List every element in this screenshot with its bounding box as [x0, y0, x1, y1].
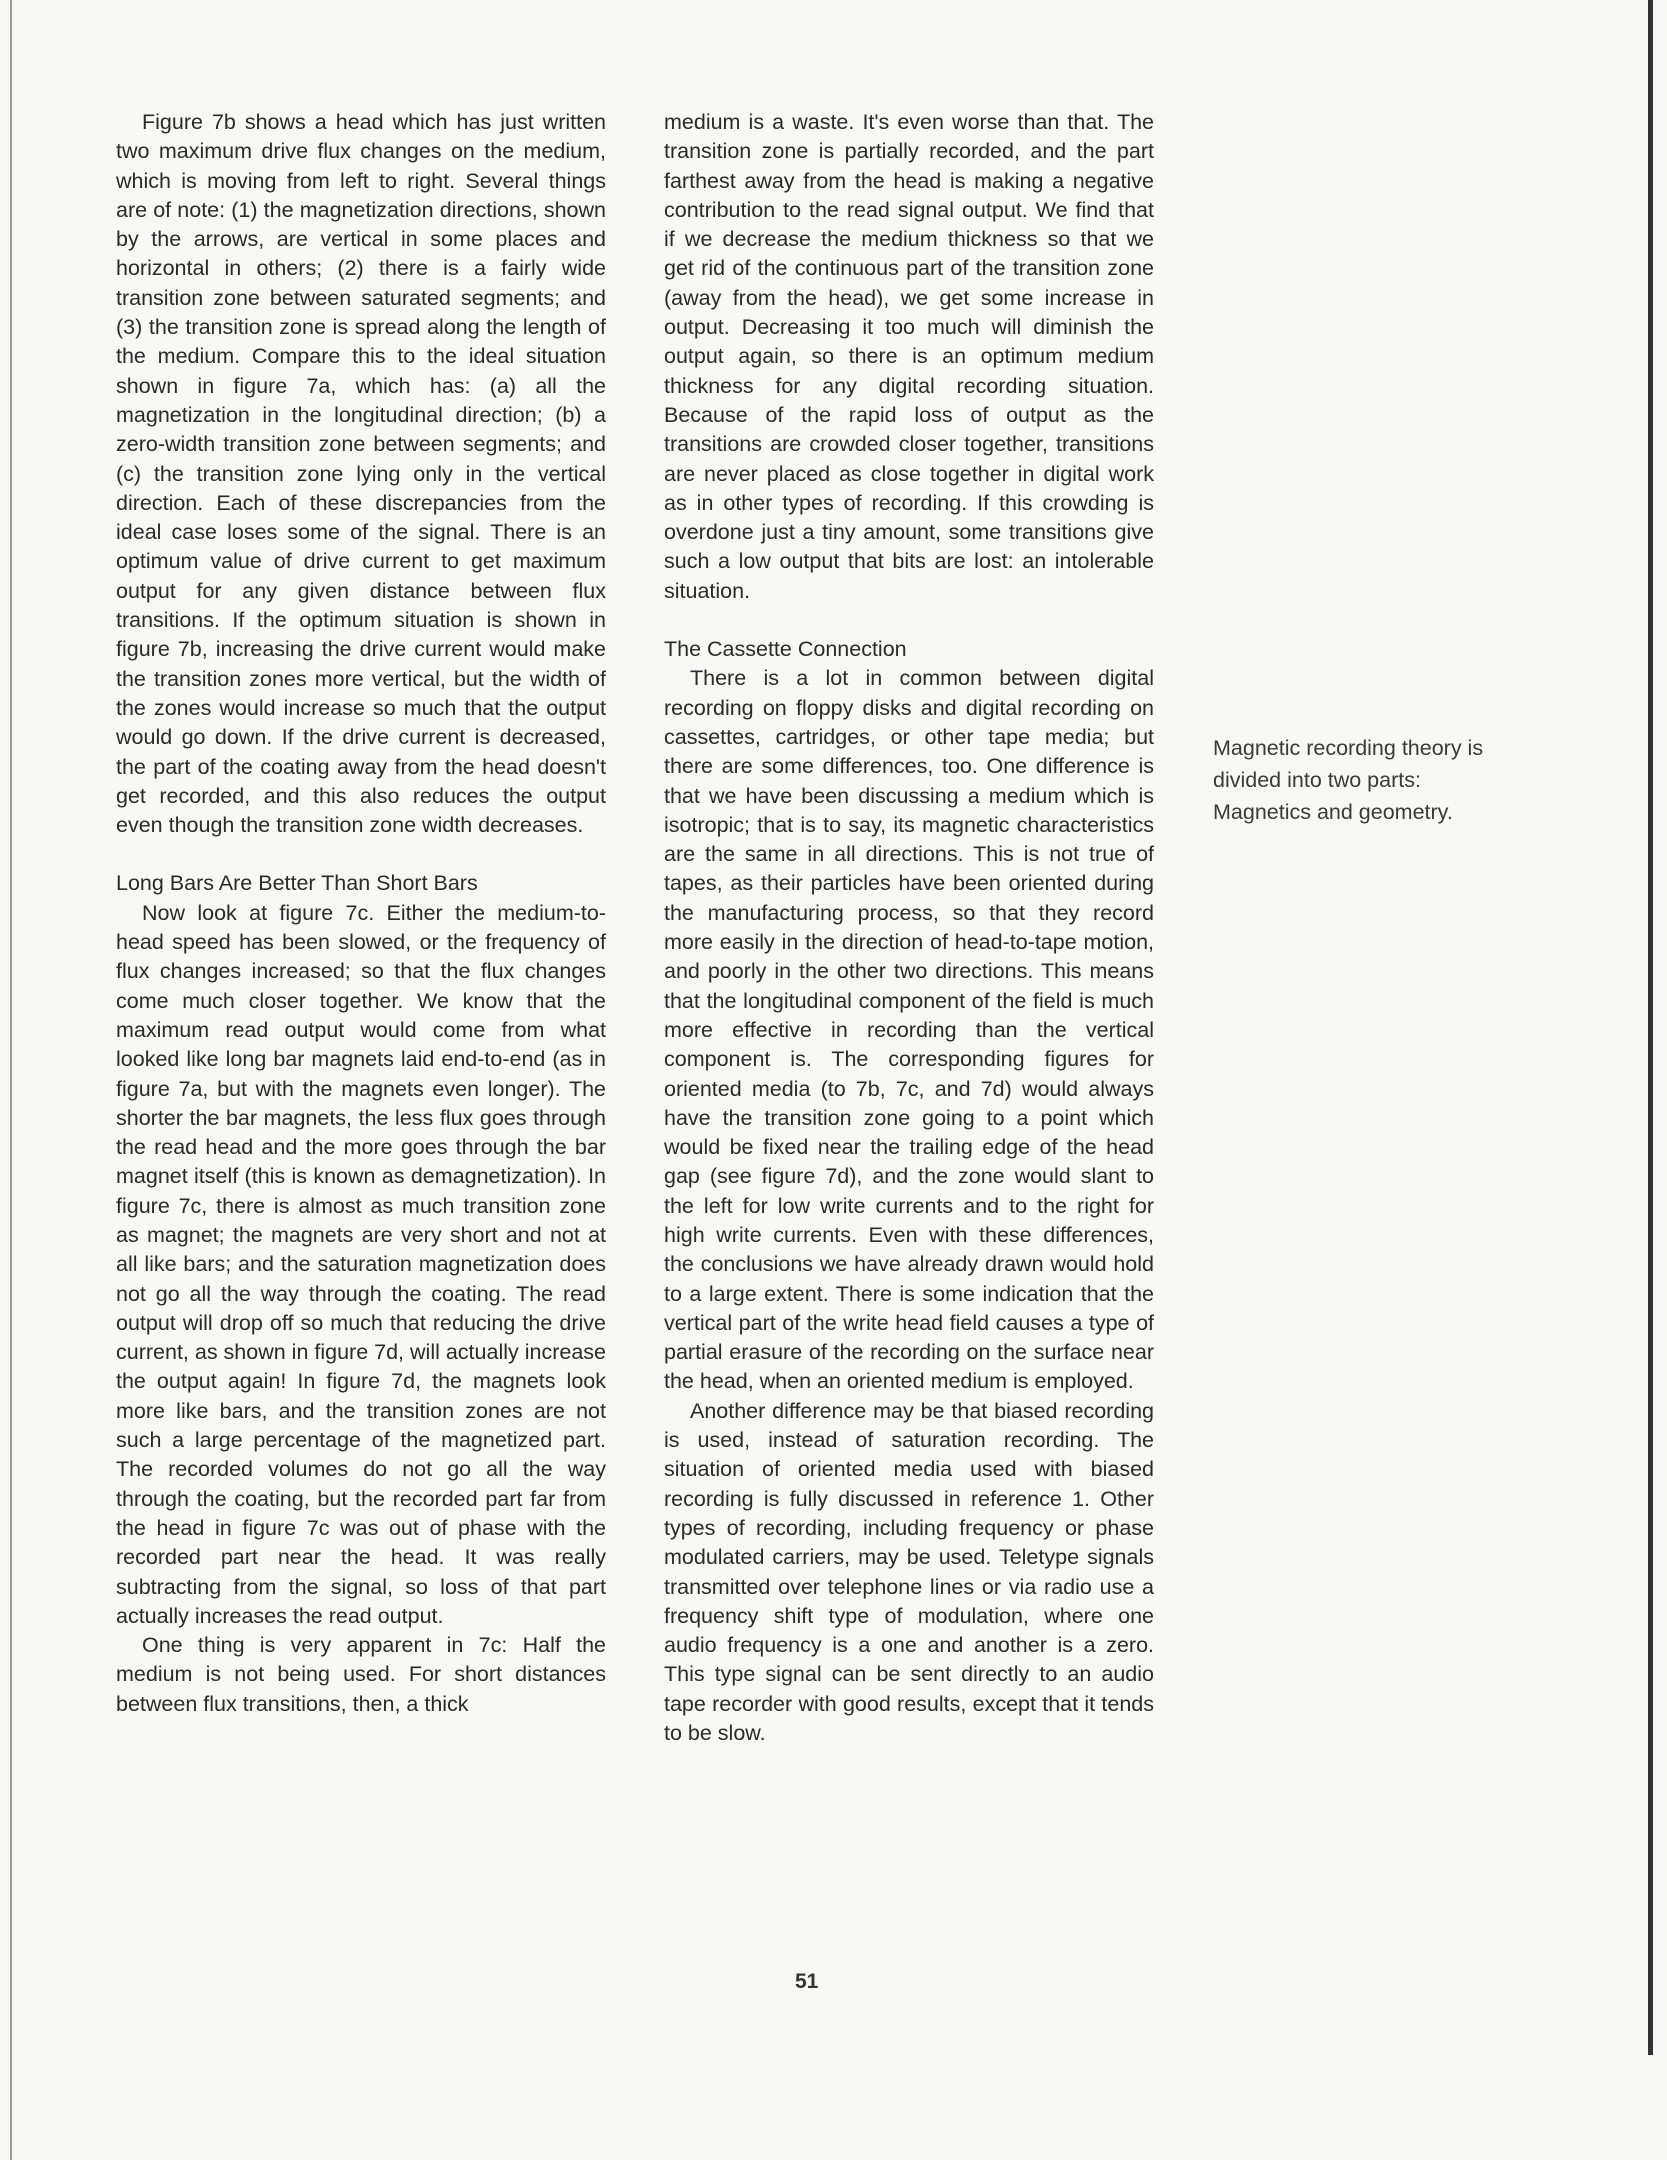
- pull-quote: Magnetic recording theory is divided into two parts: Magnetics and geometry.: [1213, 736, 1484, 824]
- middle-column: [664, 108, 1154, 1748]
- paragraph: One thing is very apparent in 7c: Half the medium is not being used. For short distances between flux transitions, then, a thick: [116, 1633, 606, 1716]
- scan-edge-right: [1648, 0, 1653, 2055]
- paragraph: medium is a waste. It's even worse than that. The transition zone is partially recorded, and the part farthest away from the head is making a negative contribution to the read signal output. We find that if we decrease the medium thickness so that we get rid of the continuous part of the transition zone (away from the head), we get some increase in output. Decreasing it too much will diminish the output again, so there is an optimum medium thickness for any digital recording situation. Because of the rapid loss of output as the transitions are crowded closer together, transitions are never placed as close together in digital work as in other types of recording. If this crowding is overdone just a tiny amount, some transitions give such a low output that bits are lost: an intolerable situation.: [664, 110, 1154, 603]
- scan-edge-left: [10, 0, 12, 2160]
- section-heading: Long Bars Are Better Than Short Bars: [116, 871, 478, 896]
- paragraph: Another difference may be that biased recording is used, instead of saturation recording. The situation of oriented media used with biased recording is fully discussed in reference 1. Other types of recording, including frequency or phase modulated carriers, may be used. Teletype signals transmitted over telephone lines or via radio use a frequency shift type of modulation, where one audio frequency is a one and another is a zero. This type signal can be sent directly to an audio tape recorder with good results, except that it tends to be slow.: [664, 1398, 1154, 1746]
- left-column: [116, 108, 606, 1719]
- paragraph: There is a lot in common between digital recording on floppy disks and digital recording on cassettes, cartridges, or other tape media; but there are some differences, too. One difference is that we have been discussing a medium which is isotropic; that is to say, its magnetic characteristics are the same in all directions. This is not true of tapes, as their particles have been oriented during the manufacturing process, so that they record more easily in the direction of head-to-tape motion, and poorly in the other two directions. This means that the longitudinal component of the field is much more effective in recording than the vertical component is. The corresponding figures for oriented media (to 7b, 7c, and 7d) would always have the transition zone going to a point which would be fixed near the trailing edge of the head gap (see figure 7d), and the zone would slant to the left for low write currents and to the right for high write currents. Even with these differences, the conclusions we have already drawn would hold to a large extent. There is some indication that the vertical part of the write head field causes a type of partial erasure of the recording on the surface near the head, when an oriented medium is employed.: [664, 666, 1154, 1394]
- paragraph: Now look at figure 7c. Either the medium-to-head speed has been slowed, or the frequency of flux changes increased; so that the flux changes come much closer together. We know that the maximum read output would come from what looked like long bar magnets laid end-to-end (as in figure 7a, but with the magnets even longer). The shorter the bar magnets, the less flux goes through the read head and the more goes through the bar magnet itself (this is known as demagnetization). In figure 7c, there is almost as much transition zone as magnet; the magnets are very short and not at all like bars; and the saturation magnetization does not go all the way through the coating. The read output will drop off so much that reducing the drive current, as shown in figure 7d, will actually increase the output again! In figure 7d, the magnets look more like bars, and the transition zones are not such a large percentage of the magnetized part. The recorded volumes do not go all the way through the coating, but the recorded part far from the head in figure 7c was out of phase with the recorded part near the head. It was really subtracting from the signal, so loss of that part actually increases the read output.: [116, 900, 606, 1628]
- section-heading: The Cassette Connection: [664, 637, 907, 662]
- paragraph: Figure 7b shows a head which has just written two maximum drive flux changes on the medium, which is moving from left to right. Several things are of note: (1) the magnetization directions, shown by the arrows, are vertical in some places and horizontal in others; (2) there is a fairly wide transition zone between saturated segments; and (3) the transition zone is spread along the length of the medium. Compare this to the ideal situation shown in figure 7a, which has: (a) all the magnetization in the longitudinal direction; (b) a zero-width transition zone between segments; and (c) the transition zone lying only in the vertical direction. Each of these discrepancies from the ideal case loses some of the signal. There is an optimum value of drive current to get maximum output for any given distance between flux transitions. If the optimum situation is shown in figure 7b, increasing the drive current would make the transition zones more vertical, but the width of the zones would increase so much that the output would go down. If the drive current is decreased, the part of the coating away from the head doesn't get recorded, and this also reduces the output even though the transition zone width decreases.: [116, 110, 606, 838]
- page-number: 51: [795, 1970, 819, 1993]
